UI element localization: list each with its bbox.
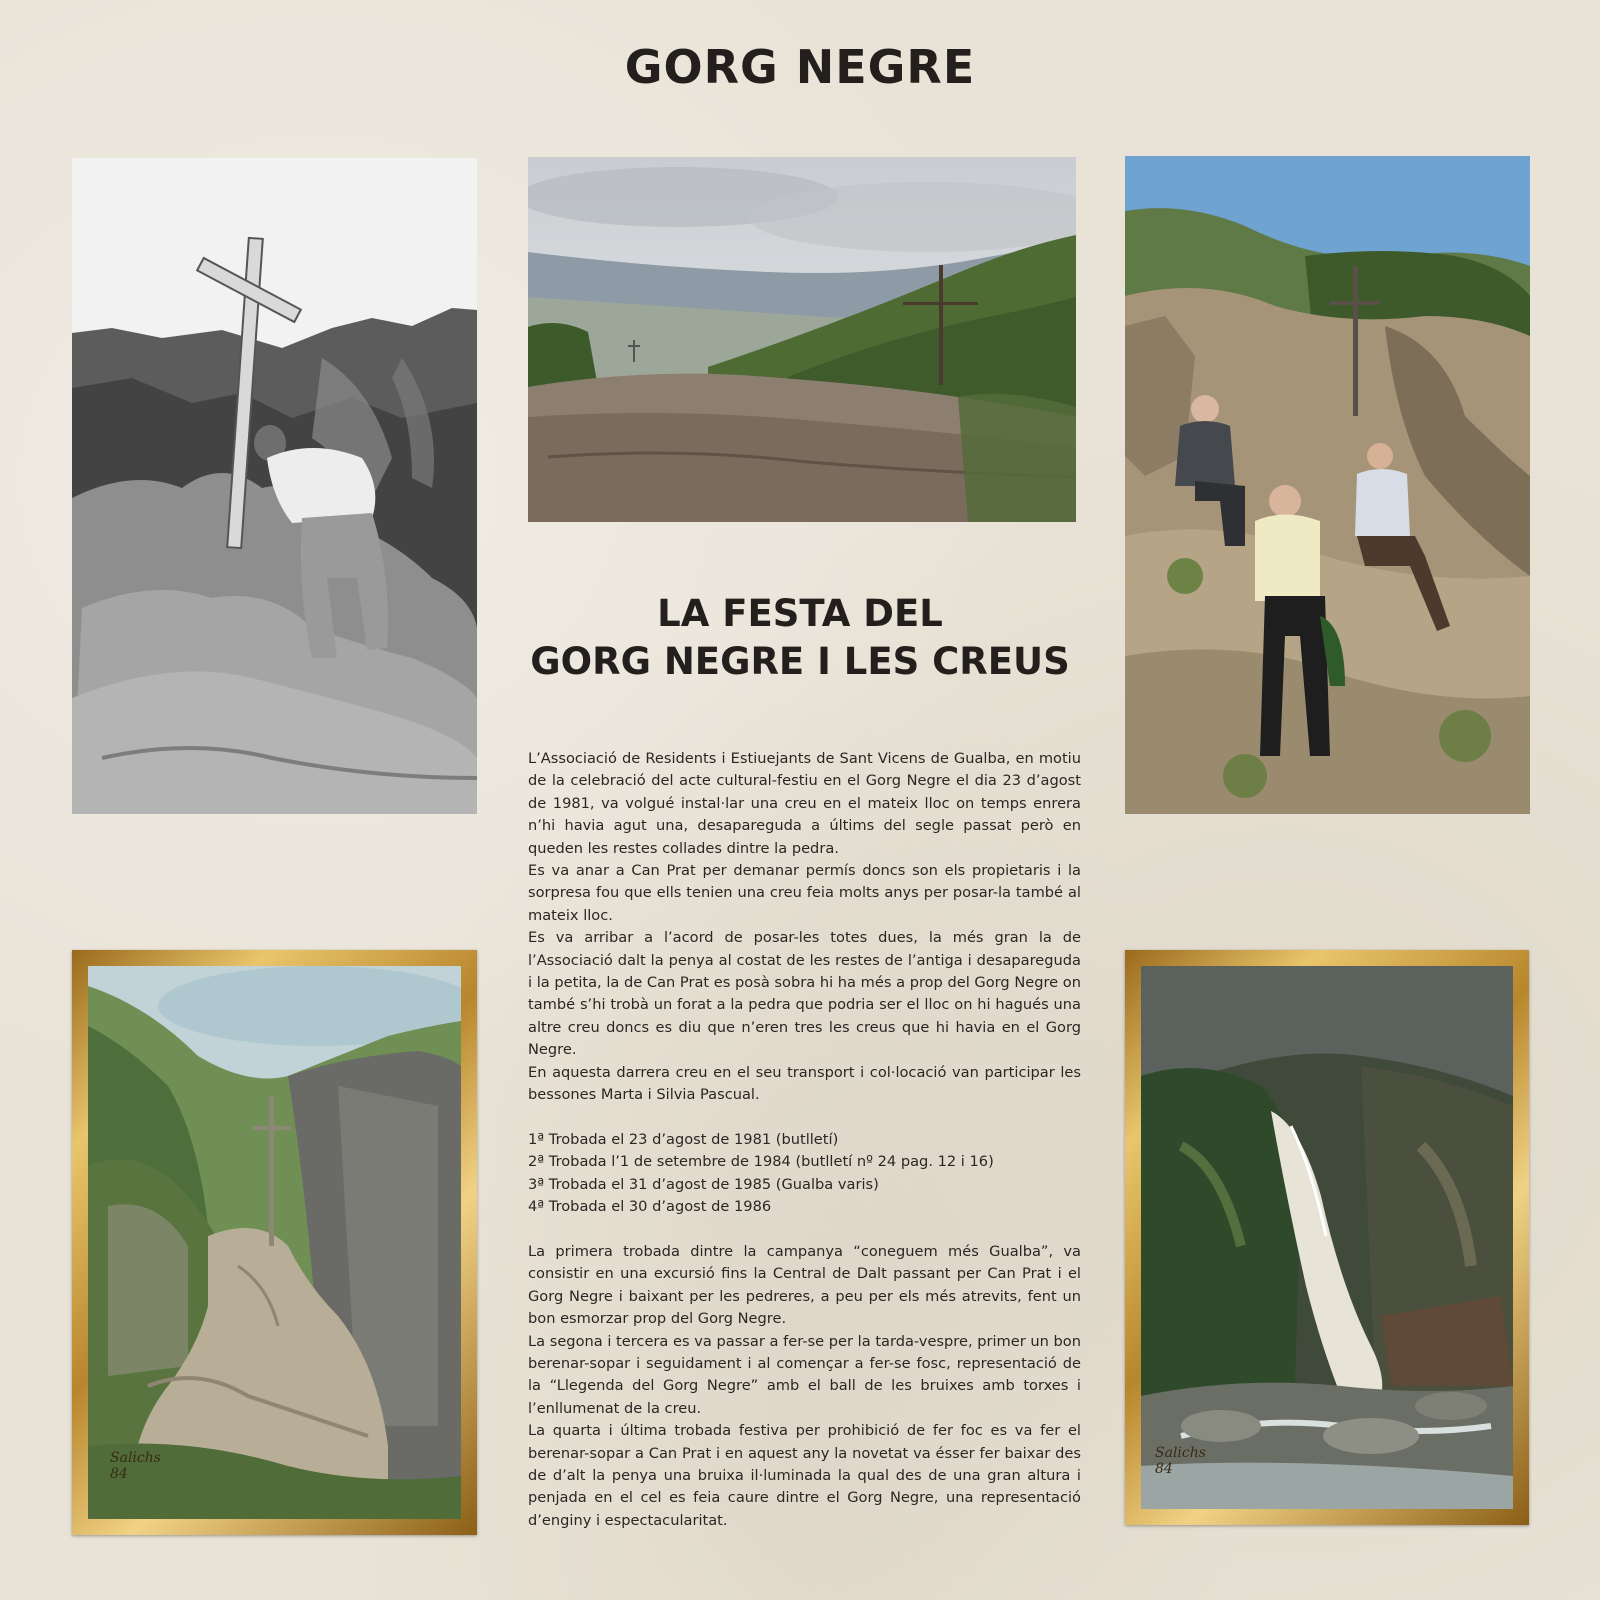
- page-title: GORG NEGRE: [624, 40, 976, 94]
- paragraph: Es va anar a Can Prat per demanar permís doncs son els propietaris i la sorpresa fou que ells tenien una creu feia molts anys per posar-la també al mateix lloc.: [528, 862, 1081, 924]
- paragraph: La primera trobada dintre la campanya “coneguem més Gualba”, va consistir en una excursió fins la Central de Dalt passant per Can Prat i el Gorg Negre i baixant per les pedreres, a peu per els més atrevits, fent un bon esmorzar prop del Gorg Negre.: [528, 1242, 1081, 1328]
- meeting-item: 4ª Trobada el 30 d’agost de 1986: [528, 1198, 772, 1216]
- photo-cross-installation-bw: [72, 158, 477, 814]
- painting-cross-gorge-framed: [72, 950, 477, 1535]
- paragraph: En aquesta darrera creu en el seu transport i col·locació van participar les bessones Marta i Silvia Pascual.: [528, 1063, 1081, 1104]
- painting-canvas: [88, 966, 461, 1519]
- painting-waterfall-framed: [1125, 950, 1529, 1525]
- article-title: [500, 590, 1100, 686]
- article-title-line-1: LA FESTA DEL: [657, 592, 943, 635]
- article-body: [528, 748, 1081, 1532]
- photo-visitors-at-cross-color: [1125, 156, 1530, 814]
- painting-signature: Salichs 84: [1155, 1445, 1206, 1477]
- painting-canvas: [1141, 966, 1513, 1509]
- paragraph: La quarta i última trobada festiva per prohibició de fer foc es va fer el berenar-sopar a Can Prat i en aquest any la novetat va ésser fer baixar des de d’alt la penya una bruixa il·luminada la qual des de una gran altura i penjada en el cel es feia caure dintre el Gorg Negre, una representació d’enginy i espectacularitat.: [528, 1422, 1081, 1529]
- photo-landscape-cross-color: [528, 157, 1076, 522]
- paragraph: Es va arribar a l’acord de posar-les totes dues, la més gran la de l’Associació dalt la penya al costat de les restes de l’antiga i desapareguda i la petita, la de Can Prat es posà sobra hi ha més a prop del Gorg Negre on també s’hi trobà un forat a la pedra que podria ser el lloc on hi hagués una altre creu doncs es diu que n’eren tres les creus que hi havia en el Gorg Negre.: [528, 929, 1081, 1059]
- article-title-line-2: GORG NEGRE I LES CREUS: [530, 640, 1070, 683]
- painting-signature: Salichs 84: [110, 1450, 161, 1482]
- meeting-item: 2ª Trobada l’1 de setembre de 1984 (butlletí nº 24 pag. 12 i 16): [528, 1153, 994, 1171]
- meeting-item: 1ª Trobada el 23 d’agost de 1981 (butlletí): [528, 1130, 839, 1148]
- paragraph: L’Associació de Residents i Estiuejants de Sant Vicens de Gualba, en motiu de la celebració del acte cultural-festiu en el Gorg Negre el dia 23 d’agost de 1981, va volgué instal·lar una creu en el mateix lloc on temps enrera n’hi havia agut una, desapareguda a últims del segle passat però en queden les restes collades dintre la pedra.: [528, 750, 1081, 857]
- meeting-item: 3ª Trobada el 31 d’agost de 1985 (Gualba varis): [528, 1175, 879, 1193]
- paragraph: La segona i tercera es va passar a fer-se per la tarda-vespre, primer un bon berenar-sopar i seguidament i al començar a fer-se fosc, representació de la “Llegenda del Gorg Negre” amb el ball de les bruixes amb torxes i l’enllumenat de la creu.: [528, 1332, 1081, 1417]
